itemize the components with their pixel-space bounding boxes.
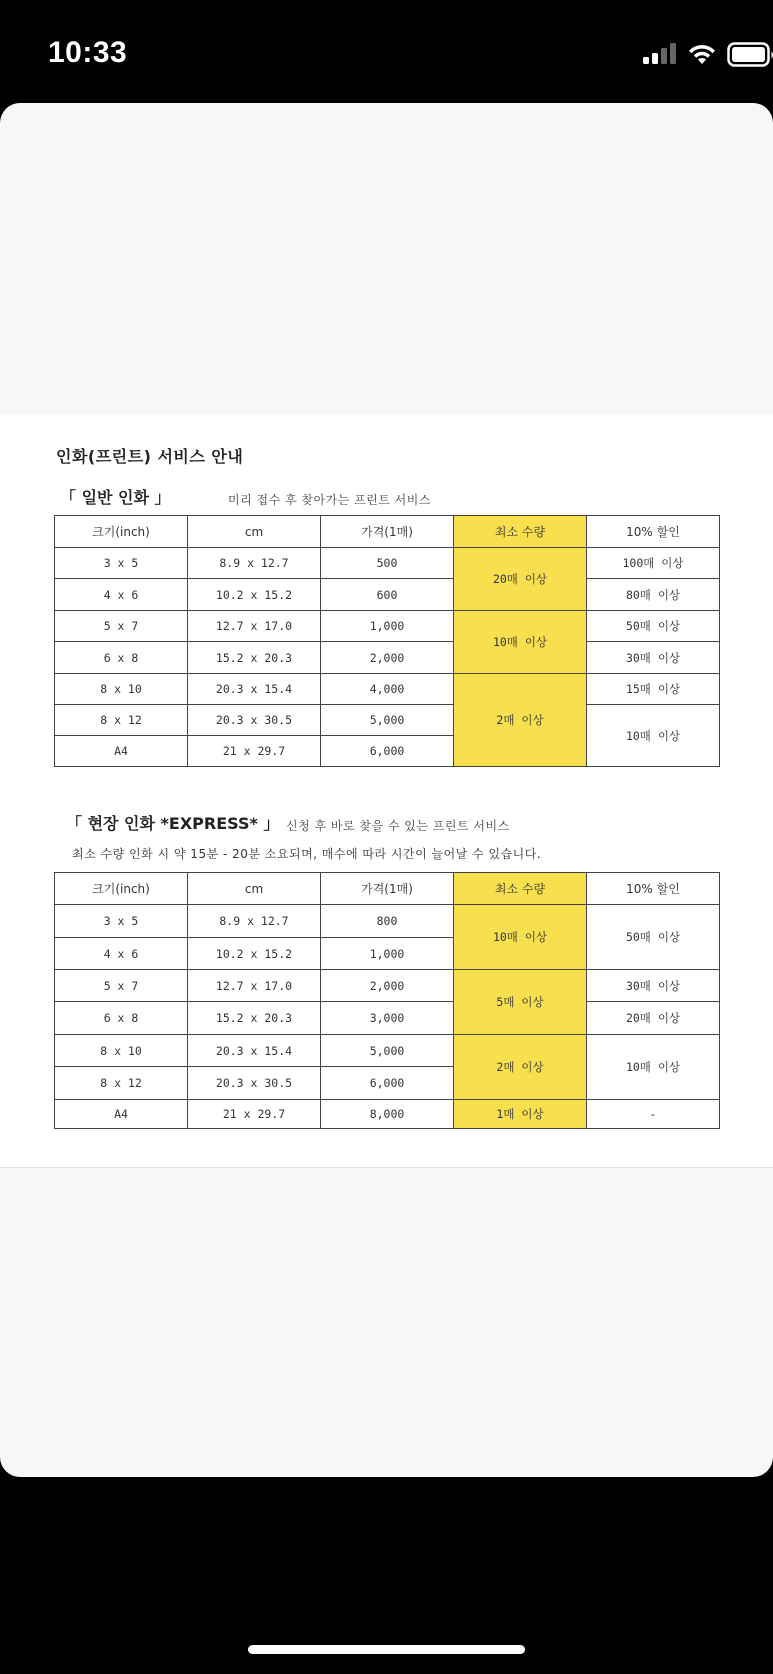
table-row — [55, 674, 720, 705]
cell-price: 5,000 — [321, 1035, 454, 1067]
cell-price: 1,000 — [321, 611, 454, 642]
cell-cm: 21 x 29.7 — [188, 1100, 321, 1129]
cell-price: 3,000 — [321, 1002, 454, 1035]
cell-discount: 50매 이상 — [587, 611, 720, 642]
battery-icon — [727, 42, 773, 68]
cell-min-qty: 5매 이상 — [454, 970, 587, 1035]
cell-size: 4 x 6 — [55, 938, 188, 970]
cell-cm: 12.7 x 17.0 — [188, 970, 321, 1002]
cell-cm: 10.2 x 15.2 — [188, 938, 321, 970]
cell-min-qty: 2매 이상 — [454, 674, 587, 767]
cell-price: 6,000 — [321, 1067, 454, 1100]
cell-size: 8 x 12 — [55, 1067, 188, 1100]
table-header-row — [55, 516, 720, 548]
header-size: 크기(inch) — [55, 516, 188, 548]
preview-sheet — [0, 103, 773, 1477]
header-min-qty: 최소 수량 — [454, 516, 587, 548]
header-discount: 10% 할인 — [587, 873, 720, 905]
cell-min-qty: 10매 이상 — [454, 905, 587, 970]
header-discount: 10% 할인 — [587, 516, 720, 548]
express-price-table — [54, 872, 720, 1129]
cell-discount: 30매 이상 — [587, 970, 720, 1002]
cell-cm: 12.7 x 17.0 — [188, 611, 321, 642]
express-section-title: 「 현장 인화 *EXPRESS* 」 — [66, 814, 280, 833]
table-row — [55, 1100, 720, 1129]
cell-discount: 20매 이상 — [587, 1002, 720, 1035]
cell-cm: 15.2 x 20.3 — [188, 642, 321, 674]
cell-discount: 80매 이상 — [587, 579, 720, 611]
header-min-qty: 최소 수량 — [454, 873, 587, 905]
cell-min-qty: 20매 이상 — [454, 548, 587, 611]
cell-size: 3 x 5 — [55, 905, 188, 938]
cell-size: 6 x 8 — [55, 642, 188, 674]
cell-price: 2,000 — [321, 642, 454, 674]
table-header-row — [55, 873, 720, 905]
express-section-description: 최소 수량 인화 시 약 15분 - 20분 소요되며, 매수에 따라 시간이 늘어날 수 있습니다. — [72, 847, 542, 861]
cell-price: 5,000 — [321, 705, 454, 736]
cell-size: 8 x 10 — [55, 1035, 188, 1067]
table-row — [55, 611, 720, 642]
table-row — [55, 970, 720, 1002]
regular-price-table — [54, 515, 720, 767]
cell-discount: - — [587, 1100, 720, 1129]
cell-size: 8 x 12 — [55, 705, 188, 736]
cell-min-qty: 10매 이상 — [454, 611, 587, 674]
table-row — [55, 705, 720, 736]
cell-discount: 30매 이상 — [587, 642, 720, 674]
home-indicator[interactable] — [248, 1645, 525, 1654]
wifi-icon — [687, 42, 717, 66]
document-image — [0, 414, 773, 1168]
cell-discount: 50매 이상 — [587, 905, 720, 970]
header-price: 가격(1매) — [321, 516, 454, 548]
table-row — [55, 642, 720, 674]
cell-price: 8,000 — [321, 1100, 454, 1129]
cell-size: 6 x 8 — [55, 1002, 188, 1035]
header-price: 가격(1매) — [321, 873, 454, 905]
cell-cm: 20.3 x 30.5 — [188, 705, 321, 736]
table-row — [55, 1002, 720, 1035]
cell-size: 4 x 6 — [55, 579, 188, 611]
cell-size: 8 x 10 — [55, 674, 188, 705]
table-row — [55, 548, 720, 579]
cell-cm: 10.2 x 15.2 — [188, 579, 321, 611]
cell-cm: 15.2 x 20.3 — [188, 1002, 321, 1035]
cell-price: 6,000 — [321, 736, 454, 767]
cell-price: 500 — [321, 548, 454, 579]
table-row — [55, 905, 720, 938]
cell-cm: 20.3 x 15.4 — [188, 674, 321, 705]
regular-section-note: 미리 접수 후 찾아가는 프린트 서비스 — [228, 493, 431, 507]
cell-size: A4 — [55, 736, 188, 767]
cell-min-qty: 2매 이상 — [454, 1035, 587, 1100]
cell-size: 5 x 7 — [55, 970, 188, 1002]
cell-cm: 8.9 x 12.7 — [188, 905, 321, 938]
document-title: 인화(프린트) 서비스 안내 — [56, 447, 244, 466]
cell-price: 1,000 — [321, 938, 454, 970]
cell-cm: 20.3 x 15.4 — [188, 1035, 321, 1067]
status-time: 10:33 — [48, 36, 128, 69]
cell-size: A4 — [55, 1100, 188, 1129]
cell-discount: 100매 이상 — [587, 548, 720, 579]
status-bar — [0, 0, 773, 100]
table-row — [55, 579, 720, 611]
header-cm: cm — [188, 516, 321, 548]
cell-size: 3 x 5 — [55, 548, 188, 579]
cell-cm: 8.9 x 12.7 — [188, 548, 321, 579]
cell-min-qty: 1매 이상 — [454, 1100, 587, 1129]
cellular-signal-icon — [643, 42, 677, 64]
express-section-note: 신청 후 바로 찾을 수 있는 프린트 서비스 — [286, 819, 510, 833]
cell-cm: 21 x 29.7 — [188, 736, 321, 767]
cell-discount: 10매 이상 — [587, 705, 720, 767]
cell-discount: 10매 이상 — [587, 1035, 720, 1100]
cell-price: 4,000 — [321, 674, 454, 705]
header-cm: cm — [188, 873, 321, 905]
table-row — [55, 1035, 720, 1067]
cell-price: 2,000 — [321, 970, 454, 1002]
cell-discount: 15매 이상 — [587, 674, 720, 705]
cell-cm: 20.3 x 30.5 — [188, 1067, 321, 1100]
cell-price: 800 — [321, 905, 454, 938]
header-size: 크기(inch) — [55, 873, 188, 905]
regular-section-title: 「 일반 인화 」 — [60, 488, 171, 507]
cell-size: 5 x 7 — [55, 611, 188, 642]
cell-price: 600 — [321, 579, 454, 611]
